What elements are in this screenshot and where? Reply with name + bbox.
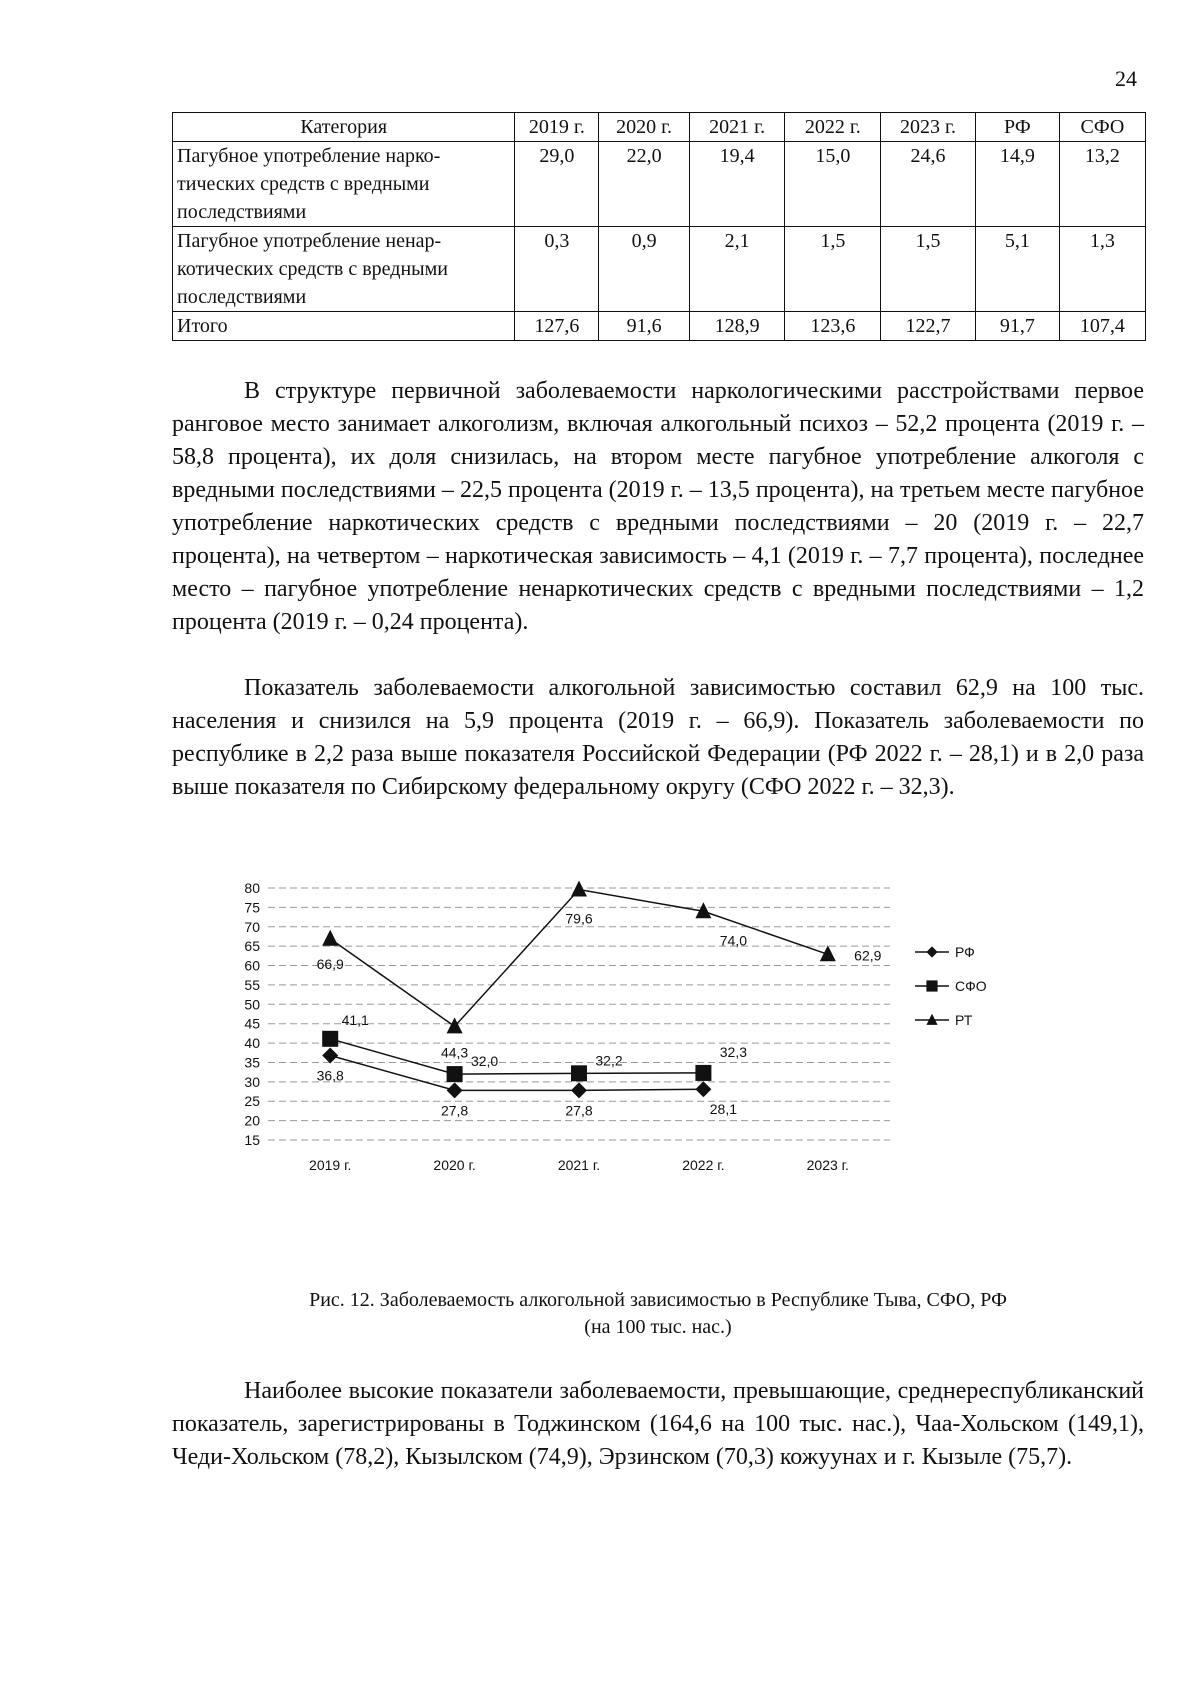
table-row [173, 142, 1146, 227]
table-cell: 5,1 [975, 227, 1059, 312]
table-header-cell: СФО [1059, 113, 1145, 142]
y-tick-label: 45 [244, 1015, 260, 1032]
data-label: 36,8 [316, 1067, 344, 1084]
data-label: 79,6 [565, 910, 593, 927]
table-cell: 22,0 [599, 142, 689, 227]
table-row-total [173, 312, 1146, 341]
data-label: 32,2 [595, 1052, 623, 1069]
table-cell: 13,2 [1059, 142, 1145, 227]
table-header-cell: 2021 г. [689, 113, 785, 142]
data-point-diamond [695, 1081, 711, 1097]
table-cell: 24,6 [881, 142, 976, 227]
figure-caption [172, 1287, 1144, 1341]
table-cell-category: Пагубное употребление ненаркотических средств с вредными последствиями [173, 227, 515, 312]
y-tick-label: 55 [244, 976, 260, 993]
data-labels [317, 911, 882, 1119]
data-point-diamond [447, 1082, 463, 1098]
table-header-cell: 2020 г. [599, 113, 689, 142]
paragraph [172, 375, 1144, 639]
y-tick-label: 20 [244, 1112, 260, 1129]
legend-label: СФО [955, 978, 987, 994]
legend-label: РТ [955, 1012, 973, 1028]
x-tick-label: 2023 г. [806, 1157, 849, 1173]
chart-legend [915, 944, 987, 1028]
table-header-cell: 2019 г. [515, 113, 599, 142]
legend-label: РФ [955, 944, 975, 960]
table-cell: 19,4 [689, 142, 785, 227]
data-point-diamond [322, 1047, 338, 1063]
data-point-triangle [322, 930, 338, 946]
table-cell: 128,9 [689, 312, 785, 341]
table-cell: 0,3 [515, 227, 599, 312]
x-tick-label: 2021 г. [557, 1157, 601, 1173]
y-tick-label: 65 [244, 938, 260, 955]
y-tick-label: 40 [244, 1035, 260, 1052]
data-point-square [447, 1066, 463, 1082]
y-tick-label: 50 [244, 996, 260, 1013]
data-point-diamond [926, 946, 937, 957]
y-tick-label: 15 [244, 1132, 260, 1148]
data-label: 66,9 [316, 955, 344, 972]
data-point-square [571, 1065, 587, 1081]
data-label: 28,1 [709, 1101, 738, 1118]
table-cell: 0,9 [599, 227, 689, 312]
table-cell: 1,5 [785, 227, 881, 312]
data-label: 27,8 [440, 1102, 469, 1119]
table-header-cell: 2022 г. [785, 113, 881, 142]
data-point-square [926, 980, 937, 991]
table-header-cell: 2023 г. [881, 113, 976, 142]
data-point-square [322, 1031, 338, 1047]
y-tick-label: 70 [244, 918, 260, 935]
y-tick-label: 35 [244, 1054, 260, 1071]
table-cell: 122,7 [881, 312, 976, 341]
data-label: 74,0 [719, 932, 748, 949]
table-cell: 127,6 [515, 312, 599, 341]
table-cell: 1,3 [1059, 227, 1145, 312]
x-tick-label: 2019 г. [309, 1157, 352, 1173]
table-cell: 123,6 [785, 312, 881, 341]
caption-line: Рис. 12. Заболеваемость алкогольной зависимостью в Республике Тыва, СФО, РФ [309, 1289, 1007, 1311]
table-row [173, 227, 1146, 312]
data-point-diamond [571, 1082, 587, 1098]
table-cell: 2,1 [689, 227, 785, 312]
data-point-triangle [571, 881, 587, 897]
data-label: 27,8 [565, 1102, 593, 1119]
table-cell: 91,7 [975, 312, 1059, 341]
y-tick-label: 60 [244, 957, 260, 974]
paragraph [172, 672, 1144, 804]
y-tick-label: 25 [244, 1093, 260, 1110]
data-label: 62,9 [854, 947, 882, 964]
page-number: 24 [1115, 66, 1137, 91]
table-cell-category: Итого [173, 312, 515, 341]
y-tick-label: 30 [244, 1073, 260, 1090]
paragraph-text: В структуре первичной заболеваемости наркологическими расстройствами первое ранговое место занимает алкоголизм, включая алкогольный психоз – 52,2 процента (2019 г. – 58,8 процента), их доля снизилась, на втором месте пагубное употребление алкоголя с вредными последствиями – 22,5 процента (2019 г. – 13,5 процента), на третьем месте пагубное употребление наркотических средств с вредными последствиями – 20 (2019 г. – 22,7 процента), на четвертом – наркотическая зависимость – 4,1 (2019 г. – 7,7 процента), последнее место – пагубное употребление ненаркотических средств с вредными последствиями – 1,2 процента (2019 г. – 0,24 процента). [172, 378, 1144, 635]
data-label: 32,0 [470, 1053, 499, 1070]
data-point-square [695, 1065, 711, 1081]
table-cell: 1,5 [881, 227, 976, 312]
paragraph-text: Наиболее высокие показатели заболеваемости, превышающие, среднереспубликанский показатель, зарегистрированы в Тоджинском (164,6 на 100 тыс. нас.), Чаа-Хольском (149,1), Чеди-Хольском (78,2), Кызылском (74,9), Эрзинском (70,3) кожуунах и г. Кызыле (75,7). [172, 1378, 1144, 1470]
x-tick-label: 2022 г. [682, 1157, 725, 1173]
table-cell: 14,9 [975, 142, 1059, 227]
line-chart [220, 870, 1000, 1270]
y-tick-label: 80 [244, 880, 260, 896]
paragraph [172, 1375, 1144, 1474]
data-table [172, 112, 1146, 341]
data-label: 41,1 [341, 1011, 369, 1028]
y-tick-label: 75 [244, 899, 260, 916]
paragraph-text: Показатель заболеваемости алкогольной зависимостью составил 62,9 на 100 тыс. населения и снизился на 5,9 процента (2019 г. – 66,9). Показатель заболеваемости по республике в 2,2 раза выше показателя Российской Федерации (РФ 2022 г. – 28,1) и в 2,0 раза выше показателя по Сибирскому федеральному округу (СФО 2022 г. – 32,3). [172, 675, 1144, 800]
y-axis-ticks [244, 880, 260, 1148]
series-line [330, 1039, 703, 1074]
caption-line: (на 100 тыс. нас.) [584, 1316, 732, 1338]
data-label: 32,3 [719, 1043, 748, 1060]
table-cell: 15,0 [785, 142, 881, 227]
data-label: 44,3 [440, 1044, 469, 1061]
table-cell-category: Пагубное употребление наркотических средств с вредными последствиями [173, 142, 515, 227]
table-cell: 29,0 [515, 142, 599, 227]
table-cell: 107,4 [1059, 312, 1145, 341]
data-point-triangle [820, 945, 836, 961]
x-axis-ticks [309, 1157, 849, 1173]
table-header-cell: Категория [173, 113, 515, 142]
table-header-row [173, 113, 1146, 142]
x-tick-label: 2020 г. [433, 1157, 476, 1173]
table-header-cell: РФ [975, 113, 1059, 142]
table-cell: 91,6 [599, 312, 689, 341]
